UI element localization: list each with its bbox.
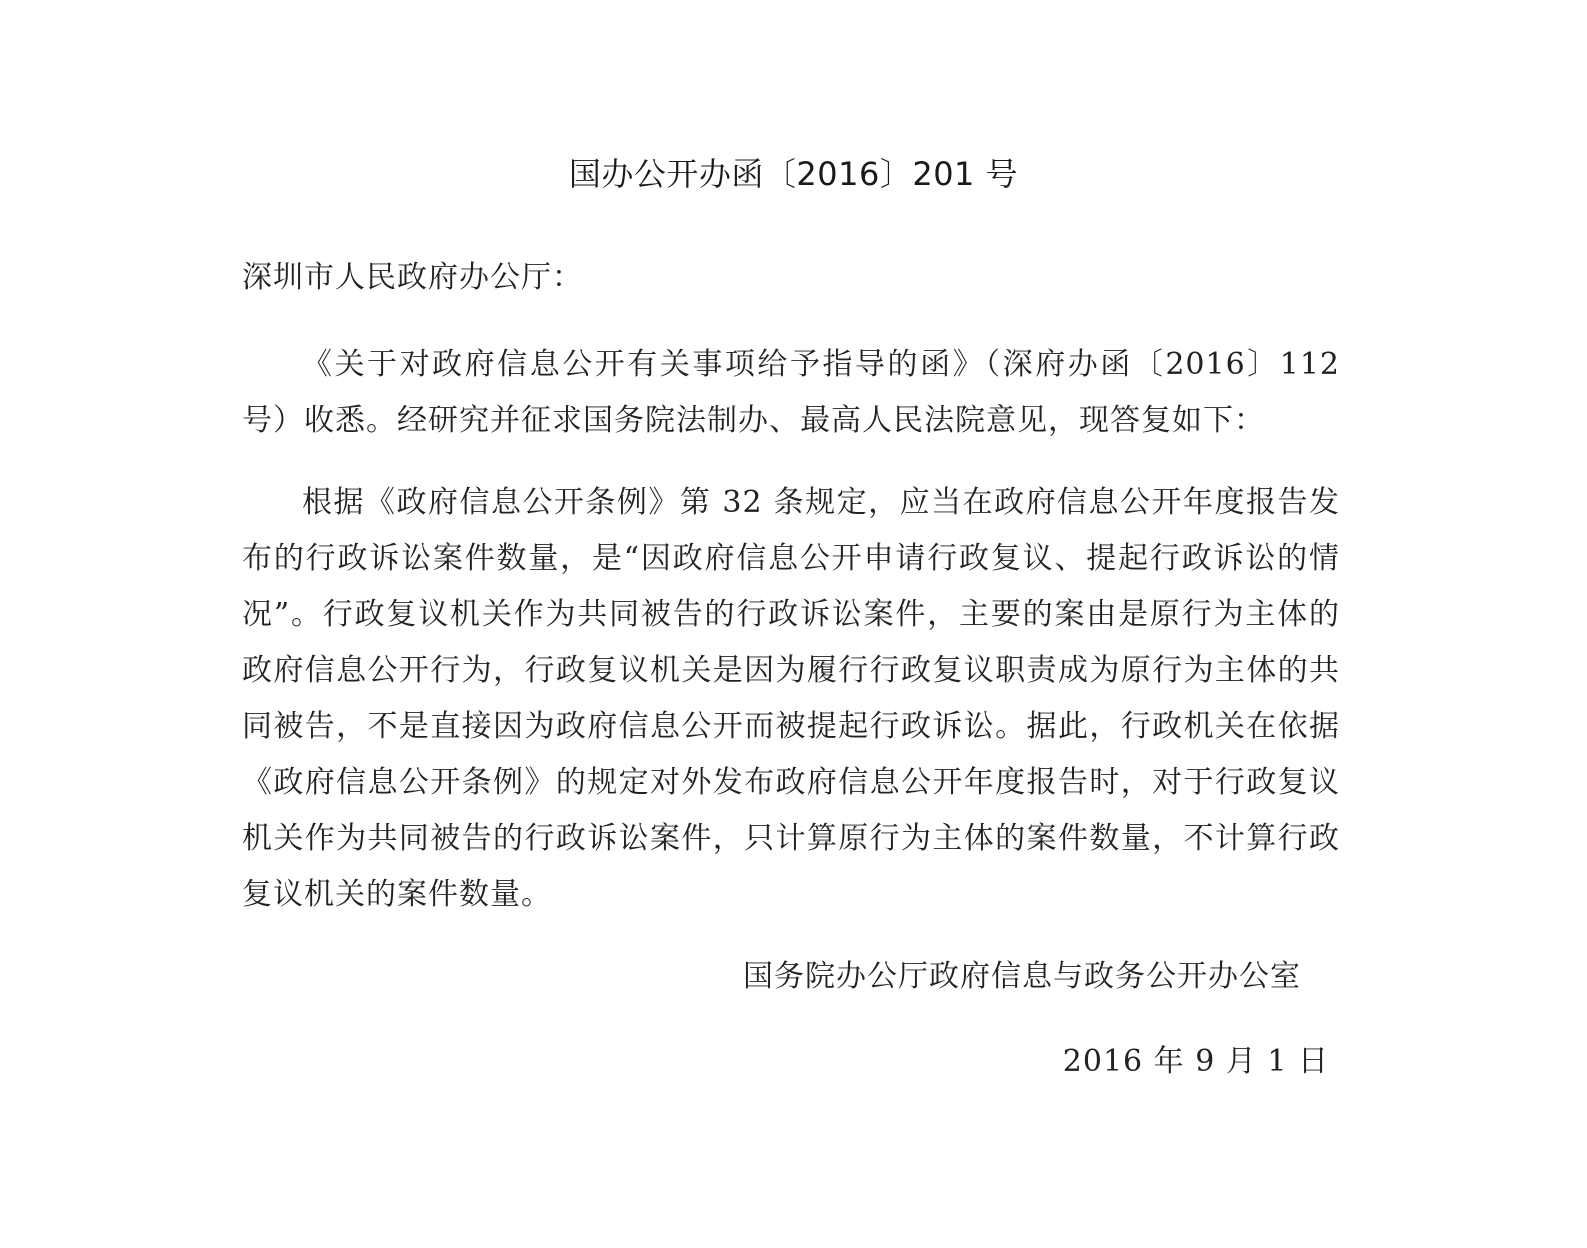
document-date: 2016 年 9 月 1 日 — [1062, 1044, 1329, 1079]
issuer-signature: 国务院办公厅政府信息与政务公开办公室 — [743, 959, 1301, 994]
document-title: 国办公开办函〔2016〕201 号 — [568, 155, 1019, 193]
salutation: 深圳市人民政府办公厅： — [242, 260, 583, 295]
paragraph-acknowledgement: 《关于对政府信息公开有关事项给予指导的函》（深府办函〔2016〕112 号）收悉。经研究并征求国务院法制办、最高人民法院意见，现答复如下： — [242, 347, 1340, 438]
paragraph-reply: 根据《政府信息公开条例》第 32 条规定，应当在政府信息公开年度报告发布的行政诉讼案件数量，是“因政府信息公开申请行政复议、提起行政诉讼的情况”。行政复议机关作为共同被告的行政诉讼案件，主要的案由是原行为主体的政府信息公开行为，行政复议机关是因为履行行政复议职责成为原行为主体的共同被告，不是直接因为政府信息公开而被提起行政诉讼。据此，行政机关在依据《政府信息公开条例》的规定对外发布政府信息公开年度报告时，对于行政复议机关作为共同被告的行政诉讼案件，只计算原行为主体的案件数量，不计算行政复议机关的案件数量。 — [242, 485, 1340, 912]
